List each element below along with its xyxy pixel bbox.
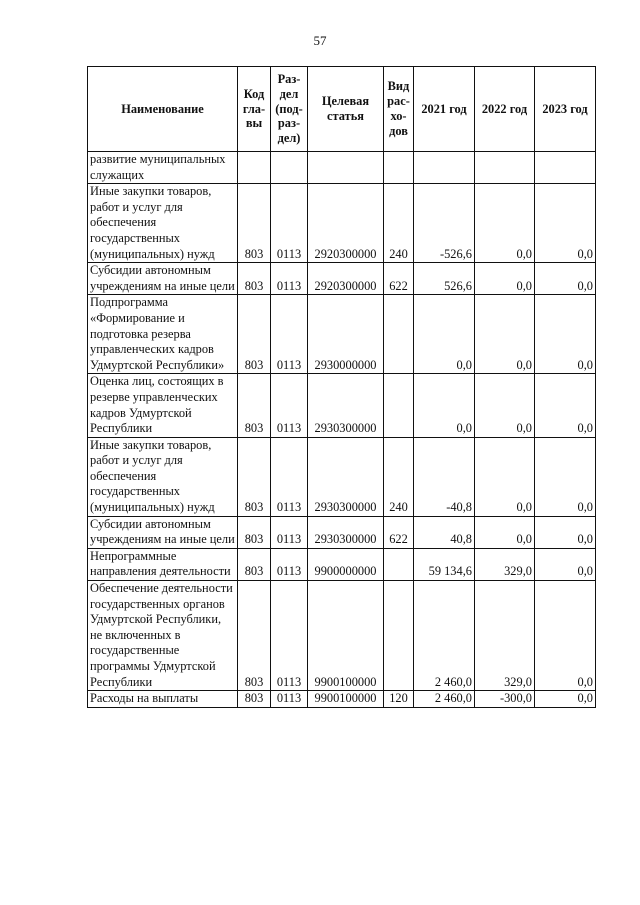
row-2022: 329,0 <box>475 548 535 580</box>
table-row <box>88 581 596 691</box>
row-code: 803 <box>238 374 271 437</box>
row-2023: 0,0 <box>535 437 596 516</box>
row-2022: 0,0 <box>475 263 535 295</box>
header-kind: Вид рас-хо-дов <box>384 67 414 152</box>
header-2021: 2021 год <box>414 67 475 152</box>
header-name: Наименование <box>88 67 238 152</box>
row-kind: 240 <box>384 184 414 263</box>
row-code: 803 <box>238 295 271 374</box>
row-name: Иные закупки товаров, работ и услуг для обеспечения государственных (муниципальных) нужд <box>88 184 238 263</box>
table-row <box>88 374 596 437</box>
row-article <box>308 152 384 184</box>
row-2021: 0,0 <box>414 295 475 374</box>
row-2023: 0,0 <box>535 263 596 295</box>
row-section: 0113 <box>271 263 308 295</box>
row-article: 9900100000 <box>308 581 384 691</box>
table-row <box>88 548 596 580</box>
row-kind <box>384 374 414 437</box>
row-kind: 622 <box>384 263 414 295</box>
row-article: 9900000000 <box>308 548 384 580</box>
row-2023: 0,0 <box>535 374 596 437</box>
row-section: 0113 <box>271 516 308 548</box>
row-2022: 0,0 <box>475 295 535 374</box>
row-kind: 622 <box>384 516 414 548</box>
row-2021: 0,0 <box>414 374 475 437</box>
header-2022: 2022 год <box>475 67 535 152</box>
row-2021: -40,8 <box>414 437 475 516</box>
row-2021: 526,6 <box>414 263 475 295</box>
row-code: 803 <box>238 516 271 548</box>
row-2023 <box>535 152 596 184</box>
table-row <box>88 295 596 374</box>
row-article: 2930000000 <box>308 295 384 374</box>
table-row <box>88 263 596 295</box>
row-2022 <box>475 152 535 184</box>
table-row <box>88 184 596 263</box>
table-row <box>88 516 596 548</box>
row-kind <box>384 295 414 374</box>
row-article: 2930300000 <box>308 374 384 437</box>
row-article: 2930300000 <box>308 437 384 516</box>
row-2021: 2 460,0 <box>414 691 475 708</box>
row-2022: 0,0 <box>475 437 535 516</box>
row-2022: 0,0 <box>475 184 535 263</box>
row-2022: -300,0 <box>475 691 535 708</box>
row-article: 2930300000 <box>308 516 384 548</box>
row-article: 2920300000 <box>308 184 384 263</box>
row-2022: 0,0 <box>475 516 535 548</box>
row-2023: 0,0 <box>535 184 596 263</box>
row-section <box>271 152 308 184</box>
row-kind <box>384 152 414 184</box>
row-2021: 40,8 <box>414 516 475 548</box>
row-2023: 0,0 <box>535 581 596 691</box>
table-header-row <box>88 67 596 152</box>
row-name: Оценка лиц, состоящих в резерве управленческих кадров Удмуртской Республики <box>88 374 238 437</box>
row-article: 9900100000 <box>308 691 384 708</box>
row-code: 803 <box>238 691 271 708</box>
row-code: 803 <box>238 184 271 263</box>
row-section: 0113 <box>271 184 308 263</box>
row-name: Непрограммные направления деятельности <box>88 548 238 580</box>
row-2021: -526,6 <box>414 184 475 263</box>
row-name: Расходы на выплаты <box>88 691 238 708</box>
row-code: 803 <box>238 263 271 295</box>
row-kind: 120 <box>384 691 414 708</box>
row-2023: 0,0 <box>535 691 596 708</box>
row-section: 0113 <box>271 581 308 691</box>
row-2023: 0,0 <box>535 548 596 580</box>
row-section: 0113 <box>271 437 308 516</box>
table-row <box>88 437 596 516</box>
row-name: Подпрограмма «Формирование и подготовка резерва управленческих кадров Удмуртской Республики» <box>88 295 238 374</box>
row-2023: 0,0 <box>535 516 596 548</box>
row-code: 803 <box>238 548 271 580</box>
table-row <box>88 691 596 708</box>
header-2023: 2023 год <box>535 67 596 152</box>
row-section: 0113 <box>271 548 308 580</box>
row-name: Обеспечение деятельности государственных органов Удмуртской Республики, не включенных в государственные программы Удмуртской Республики <box>88 581 238 691</box>
header-section: Раз-дел (под-раз-дел) <box>271 67 308 152</box>
row-name: развитие муниципальных служащих <box>88 152 238 184</box>
row-code: 803 <box>238 437 271 516</box>
row-2023: 0,0 <box>535 295 596 374</box>
page-number: 57 <box>313 33 327 48</box>
row-section: 0113 <box>271 691 308 708</box>
row-2021: 59 134,6 <box>414 548 475 580</box>
row-name: Субсидии автономным учреждениям на иные цели <box>88 263 238 295</box>
row-kind <box>384 548 414 580</box>
header-code: Код гла-вы <box>238 67 271 152</box>
table-row <box>88 152 596 184</box>
row-2021 <box>414 152 475 184</box>
row-code: 803 <box>238 581 271 691</box>
budget-table <box>87 66 596 708</box>
row-section: 0113 <box>271 374 308 437</box>
row-2022: 0,0 <box>475 374 535 437</box>
row-article: 2920300000 <box>308 263 384 295</box>
row-code <box>238 152 271 184</box>
header-article: Целевая статья <box>308 67 384 152</box>
row-2021: 2 460,0 <box>414 581 475 691</box>
row-kind: 240 <box>384 437 414 516</box>
row-name: Субсидии автономным учреждениям на иные цели <box>88 516 238 548</box>
row-2022: 329,0 <box>475 581 535 691</box>
row-kind <box>384 581 414 691</box>
row-name: Иные закупки товаров, работ и услуг для обеспечения государственных (муниципальных) нужд <box>88 437 238 516</box>
row-section: 0113 <box>271 295 308 374</box>
